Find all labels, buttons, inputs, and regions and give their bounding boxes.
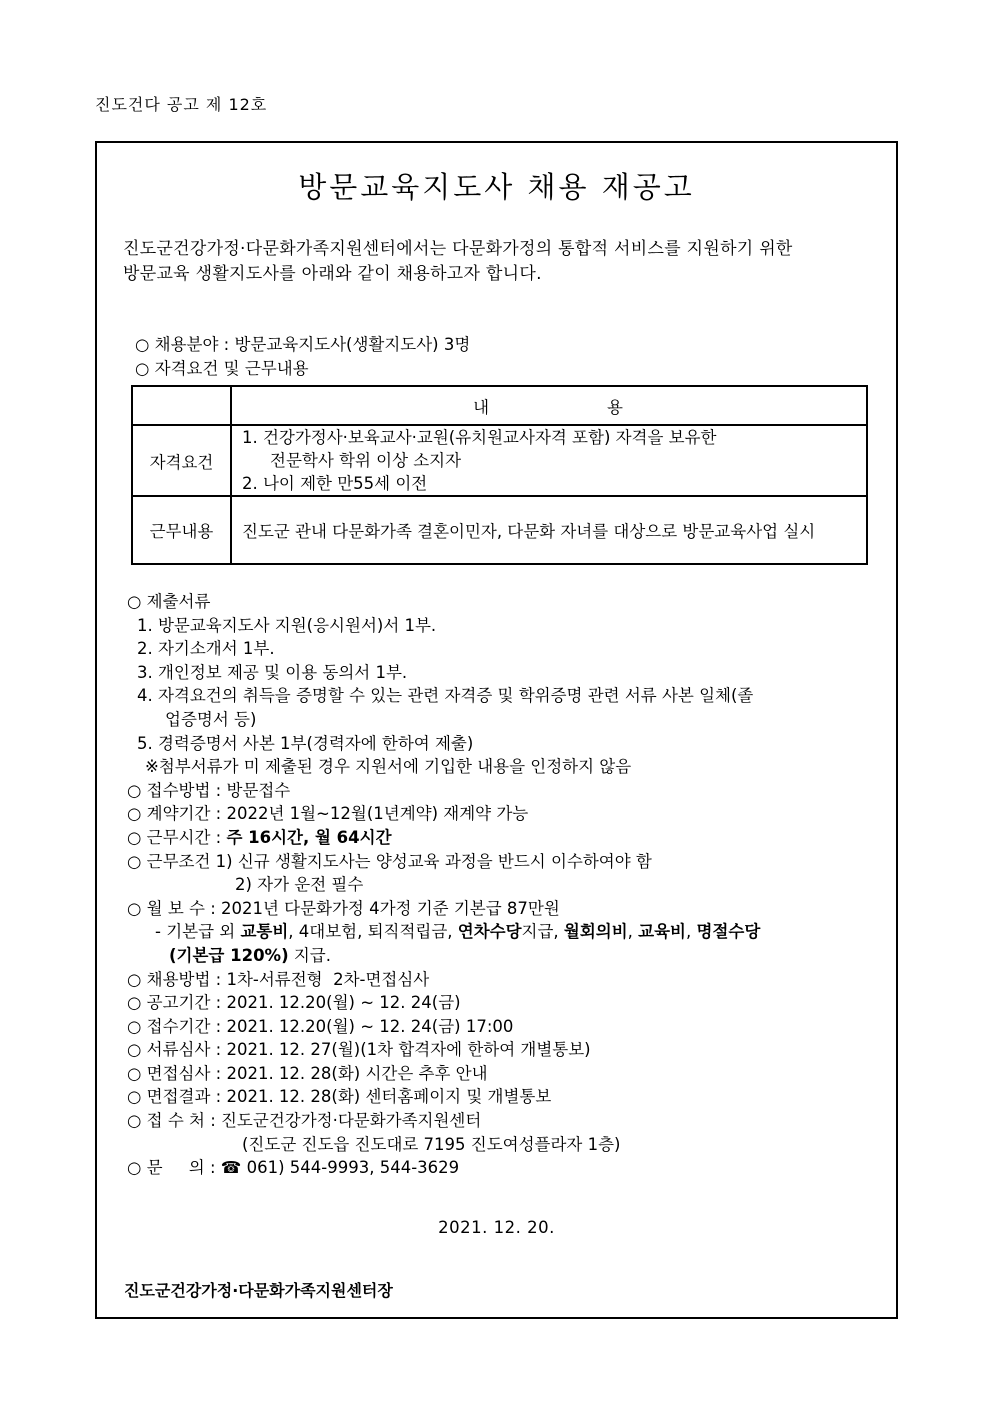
duties-cell: 진도군 관내 다문화가족 결혼이민자, 다문화 자녀를 대상으로 방문교육사업 실시 bbox=[231, 496, 867, 564]
interview-result: ○ 면접결과 : 2021. 12. 28(화) 센터홈페이지 및 개별통보 bbox=[127, 1087, 552, 1107]
recruit-field: ○ 채용분야 : 방문교육지도사(생활지도사) 3명 bbox=[135, 335, 471, 354]
reception-method: ○ 접수방법 : 방문접수 bbox=[127, 780, 291, 800]
notice-frame bbox=[95, 141, 898, 1319]
document-item: 업증명서 등) bbox=[165, 709, 257, 729]
document-item: 2. 자기소개서 1부. bbox=[137, 639, 275, 659]
page-title: 방문교육지도사 채용 재공고 bbox=[298, 170, 695, 204]
qualification-heading: ○ 자격요건 및 근무내용 bbox=[135, 359, 309, 378]
document-item: 1. 방문교육지도사 지원(응시원서)서 1부. bbox=[137, 615, 437, 635]
qualification-line: 전문학사 학위 이상 소지자 bbox=[270, 451, 462, 470]
table-header-row bbox=[132, 386, 867, 425]
signature: 진도군건강가정·다문화가족지원센터장 bbox=[124, 1281, 393, 1300]
interview: ○ 면접심사 : 2021. 12. 28(화) 시간은 추후 안내 bbox=[127, 1063, 488, 1083]
requirements-table bbox=[131, 385, 868, 565]
benefits-text: , 4대보험, 퇴직적립금, bbox=[288, 922, 458, 942]
qualification-cell bbox=[231, 425, 867, 496]
document-item: 5. 경력증명서 사본 1부(경력자에 한하여 제출) bbox=[137, 733, 474, 753]
posting-period: ○ 공고기간 : 2021. 12.20(월) ~ 12. 24(금) bbox=[127, 993, 461, 1013]
benefit-holiday: 명절수당 bbox=[696, 922, 761, 942]
benefits-text: - 기본급 외 bbox=[155, 922, 241, 942]
benefit-meeting: 월회의비 bbox=[563, 922, 628, 942]
document-item: 3. 개인정보 제공 및 이용 동의서 1부. bbox=[137, 662, 408, 682]
row-label-qualification: 자격요건 bbox=[132, 425, 231, 496]
work-hours bbox=[127, 826, 907, 850]
details-list bbox=[127, 590, 907, 1180]
work-hours-value: 주 16시간, 월 64시간 bbox=[226, 827, 392, 847]
benefits-text: 지급. bbox=[288, 945, 331, 965]
notice-number: 진도건다 공고 제 12호 bbox=[95, 95, 268, 114]
hiring-method: ○ 채용방법 : 1차-서류전형 2차-면접심사 bbox=[127, 969, 430, 989]
benefits-text: 지급, bbox=[521, 922, 564, 942]
table-row bbox=[132, 496, 867, 564]
intro-line: 진도군건강가정·다문화가족지원센터에서는 다문화가정의 통합적 서비스를 지원하기 위한 bbox=[123, 239, 793, 259]
intro-line: 방문교육 생활지도사를 아래와 같이 채용하고자 합니다. bbox=[123, 264, 542, 284]
work-conditions-2: 2) 자가 운전 필수 bbox=[235, 875, 364, 895]
intro-paragraph bbox=[123, 237, 883, 287]
benefit-transport: 교통비 bbox=[240, 922, 289, 942]
benefit-education: 교육비 bbox=[638, 922, 686, 942]
documents-heading: ○ 제출서류 bbox=[127, 592, 211, 611]
inquiry: ○ 문 의 : ☎ 061) 544-9993, 544-3629 bbox=[127, 1158, 460, 1178]
contract-period: ○ 계약기간 : 2022년 1월~12월(1년계약) 재계약 가능 bbox=[127, 804, 529, 824]
benefits-text: , bbox=[686, 922, 697, 942]
reception-place: ○ 접 수 처 : 진도군건강가정·다문화가족지원센터 bbox=[127, 1111, 482, 1131]
notice-date: 2021. 12. 20. bbox=[438, 1218, 555, 1237]
benefits-text: , bbox=[627, 922, 639, 942]
work-hours-label: ○ 근무시간 : bbox=[127, 827, 227, 847]
table-row bbox=[132, 425, 867, 496]
table-header-content: 내 용 bbox=[231, 386, 867, 425]
benefit-annual-leave: 연차수당 bbox=[457, 922, 522, 942]
qualification-line: 2. 나이 제한 만55세 이전 bbox=[242, 474, 428, 493]
work-conditions: ○ 근무조건 1) 신규 생활지도사는 양성교육 과정을 반드시 이수하여야 함 bbox=[127, 851, 652, 871]
salary: ○ 월 보 수 : 2021년 다문화가정 4가정 기준 기본급 87만원 bbox=[127, 898, 560, 918]
row-label-duties: 근무내용 bbox=[132, 496, 231, 564]
reception-period: ○ 접수기간 : 2021. 12.20(월) ~ 12. 24(금) 17:00 bbox=[127, 1016, 514, 1036]
document-review: ○ 서류심사 : 2021. 12. 27(월)(1차 합격자에 한하여 개별통보) bbox=[127, 1040, 591, 1060]
benefits-line-2 bbox=[127, 944, 907, 968]
address: (진도군 진도읍 진도대로 7195 진도여성플라자 1층) bbox=[242, 1134, 621, 1154]
documents-note: ※첨부서류가 미 제출된 경우 지원서에 기입한 내용을 인정하지 않음 bbox=[145, 757, 632, 777]
benefit-percentage: (기본급 120%) bbox=[169, 945, 289, 965]
qualification-line: 1. 건강가정사·보육교사·교원(유치원교사자격 포함) 자격을 보유한 bbox=[242, 428, 717, 447]
document-item: 4. 자격요건의 취득을 증명할 수 있는 관련 자격증 및 학위증명 관련 서류 사본 일체(졸 bbox=[137, 686, 754, 706]
benefits-line bbox=[127, 920, 907, 944]
table-header-empty bbox=[132, 386, 231, 425]
